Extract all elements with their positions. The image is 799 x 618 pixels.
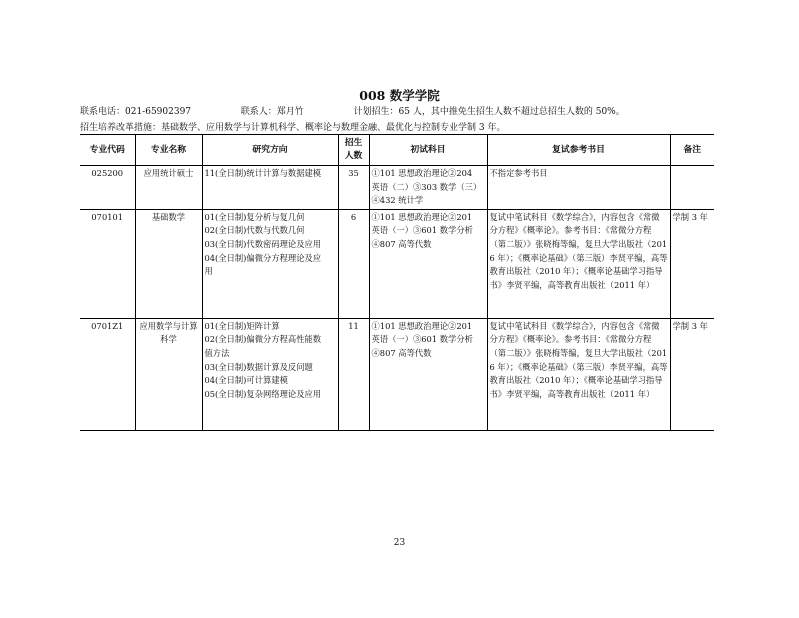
header-enroll: 招生 人数 (338, 135, 369, 166)
reform-measures-text: 招生培养改革措施：基础数学、应用数学与计算机科学、概率论与数理金融、最优化与控制专业学制 3 年。 (80, 123, 506, 133)
cell-exam: ①101 思想政治理论②201 英语（一）③601 数学分析 ④807 高等代数 (369, 209, 487, 318)
cell-note: 学制 3 年 (670, 318, 714, 430)
cell-exam: ①101 思想政治理论②204 英语（二）③303 数学（三） ④432 统计学 (369, 166, 487, 210)
page-number: 23 (393, 538, 406, 548)
header-exam: 初试科目 (369, 135, 487, 166)
cell-books: 不指定参考书目 (487, 166, 670, 210)
cell-directions: 01(全日制)复分析与复几何 02(全日制)代数与代数几何 03(全日制)代数密码理论及应用 04(全日制)偏微分方程理论及应 用 (202, 209, 338, 318)
cell-enroll: 11 (338, 318, 369, 430)
contact-info-line (80, 104, 625, 117)
cell-name: 应用统计硕士 (135, 166, 202, 210)
cell-directions: 11(全日制)统计计算与数据建模 (202, 166, 338, 210)
phone-text: 联系电话：021-65902397 (80, 107, 192, 117)
cell-books: 复试中笔试科目《数学综合》，内容包含《常微分方程》《概率论》。参考书目：《常微分方程（第二版）》张晓梅等编，复旦大学出版社（2016 年）；《概率论基础》（第三版）李贤平编，高等教育出版社（2010 年）；《概率论基础学习指导书》李贤平编，高等教育出版社（2011 年） (487, 209, 670, 318)
cell-note (670, 166, 714, 210)
cell-books: 复试中笔试科目《数学综合》，内容包含《常微分方程》《概率论》。参考书目：《常微分方程（第二版）》张晓梅等编，复旦大学出版社（2016 年）；《概率论基础》（第三版）李贤平编，高等教育出版社（2010 年）；《概率论基础学习指导书》李贤平编，高等教育出版社（2011 年） (487, 318, 670, 430)
cell-name: 基础数学 (135, 209, 202, 318)
header-direction: 研究方向 (202, 135, 338, 166)
table-row (80, 209, 714, 318)
cell-enroll: 35 (338, 166, 369, 210)
cell-exam: ①101 思想政治理论②201 英语（一）③601 数学分析 ④807 高等代数 (369, 318, 487, 430)
cell-code: 0701Z1 (91, 320, 124, 331)
page-title: 008 数学学院 (359, 88, 440, 103)
header-name: 专业名称 (135, 135, 202, 166)
header-books: 复试参考书目 (487, 135, 670, 166)
cell-name: 应用数学与计算科学 (135, 318, 202, 430)
header-note: 备注 (670, 135, 714, 166)
table-row (80, 166, 714, 210)
program-table (80, 134, 714, 431)
cell-note: 学制 3 年 (670, 209, 714, 318)
enrollment-plan-text: 计划招生：65 人，其中推免生招生人数不超过总招生人数的 50%。 (353, 107, 625, 117)
table-row (80, 318, 714, 430)
header-code: 专业代码 (80, 135, 135, 166)
cell-code: 025200 (80, 166, 135, 210)
contact-person-text: 联系人：郑月竹 (240, 107, 304, 117)
cell-enroll: 6 (338, 209, 369, 318)
table-header-row (80, 135, 714, 166)
cell-code: 070101 (80, 209, 135, 318)
cell-directions: 01(全日制)矩阵计算 02(全日制)偏微分方程高性能数 值方法 03(全日制)数据计算及反问题 04(全日制)可计算建模 05(全日制)复杂网络理论及应用 (202, 318, 338, 430)
